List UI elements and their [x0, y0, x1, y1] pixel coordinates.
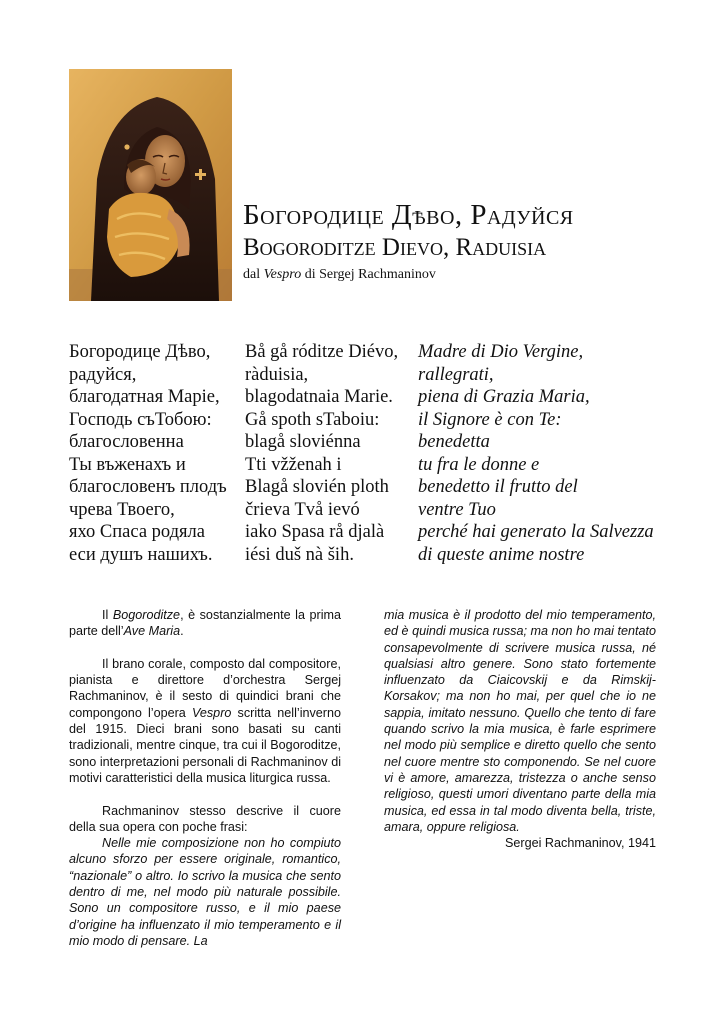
subtitle-work: Vespro: [263, 267, 302, 282]
verse-line: благодатная Маріе,: [69, 387, 220, 407]
verse-line: Madre di Dio Vergine,: [418, 342, 584, 362]
verse-line: Господь съТобою:: [69, 409, 212, 430]
title-latin: Bogoroditze Dievo, Raduisia: [243, 234, 547, 261]
paragraph-composition: [69, 656, 341, 786]
prose-left-column: [69, 607, 341, 949]
quote-signature: Sergei Rachmaninov, 1941: [505, 836, 656, 851]
verse-line: ràduisia,: [245, 364, 309, 385]
text-run: Il: [102, 608, 113, 622]
verse-line: ventre Tuo: [418, 499, 496, 520]
subtitle-suffix: di Sergej Rachmaninov: [301, 267, 436, 282]
verse-line: яхо Спаса родяла: [69, 522, 205, 542]
text-run: .: [180, 624, 184, 639]
verse-line: благословенъ плодъ: [69, 477, 227, 497]
icon-image-virgin-of-vladimir: [69, 69, 232, 301]
paragraph-intro: [69, 607, 341, 640]
text-run: Ave Maria: [123, 624, 181, 639]
transliteration-column: [245, 341, 398, 566]
text-run: Vespro: [191, 705, 232, 720]
text-run: Il brano corale, composto dal compositore, pianista e direttore d’orchestra Sergej Rachmaninov, è il sesto di quindici brani che compongono l’opera: [69, 656, 341, 720]
verse-line: benedetta: [418, 432, 490, 452]
verse-line: benedetto il frutto del: [418, 477, 578, 497]
verse-line: piena di Grazia Maria,: [418, 387, 590, 407]
verse-line: di queste anime nostre: [418, 544, 585, 565]
prose-right-column: [384, 607, 656, 851]
verse-line: радуйся,: [69, 364, 137, 385]
verse-line: rallegrati,: [418, 364, 494, 385]
verse-line: Ты въженахъ и: [69, 454, 186, 475]
paragraph-quote-intro: Rachmaninov stesso descrive il cuore della sua opera con poche frasi:: [69, 803, 341, 834]
text-run: scritta nell’inverno del 1915. Dieci brani sono basati su canti tradizionali, mentre cinque, tra cui il Bogoroditze, sono interpretazioni personali di Rachmaninov di motivi caratteristici della musica liturgica russa.: [69, 705, 342, 785]
verse-line: perché hai generato la Salvezza: [418, 522, 654, 542]
verse-line: Bå gå róditze Diévo,: [245, 342, 399, 362]
verse-line: iési duš nà ših.: [245, 544, 354, 565]
subtitle: [243, 267, 713, 283]
title-block: [243, 197, 713, 283]
verse-line: Богородице Дѣво,: [69, 342, 211, 362]
verse-line: il Signore è con Te:: [418, 409, 562, 430]
title-cyrillic: Богородице Дѣво, Радуйся: [243, 199, 574, 231]
text-run: , è sostanzialmente la prima parte dell’: [69, 608, 342, 639]
verse-line: еси душъ нашихъ.: [69, 544, 213, 565]
verse-line: blagå sloviénna: [245, 432, 361, 452]
verse-line: Gå spoth sTaboiu:: [245, 409, 380, 430]
verse-line: благословенна: [69, 432, 184, 452]
subtitle-prefix: dal: [243, 267, 264, 282]
verse-line: tu fra le donne e: [418, 454, 540, 475]
verse-line: črieva Två ievó: [245, 499, 360, 520]
church-slavonic-column: [69, 341, 227, 566]
verse-line: iako Spasa rå djalà: [245, 522, 385, 542]
italian-column: [418, 341, 654, 566]
text-run: Bogoroditze: [112, 608, 181, 622]
verse-line: blagodatnaia Marie.: [245, 387, 393, 407]
quote-part-2: mia musica è il prodotto del mio temperamento, ed è quindi musica russa; ma non ho mai tentato consapevolmente di scrivere musica russa, né qualsiasi altro genere. Sono stato fortemente influenzato da Ciaicovskij e da Rimskij-Korsakov; ma non ho mai, per quel che io ne sappia, imitato nessuno. Quello che tento di fare quando scrivo la mia musica, è farle esprimere nel modo più semplice e diretto quello che sento nel cuore mentre sto componendo. Se nel cuore vi è amore, amarezza, tristezza o anche senso religioso, questi umori diventano parte della mia musica, ed essa in tal modo diventa bella, triste, amara, oppure religiosa.: [384, 608, 656, 834]
verse-line: Tti vžženah i: [245, 454, 342, 475]
quote-part-1: Nelle mie composizione non ho compiuto alcuno sforzo per essere originale, romantico, “nazionale” o altro. Io scrivo la musica che sento dentro di me, nel modo più naturale possibile. Sono un compositore russo, e il mio paese d’origine ha influenzato il mio temperamento e il mio modo di pensare. La: [69, 836, 341, 948]
verse-line: чрева Твоего,: [69, 499, 175, 520]
verse-line: Blagå slovién ploth: [245, 477, 389, 497]
